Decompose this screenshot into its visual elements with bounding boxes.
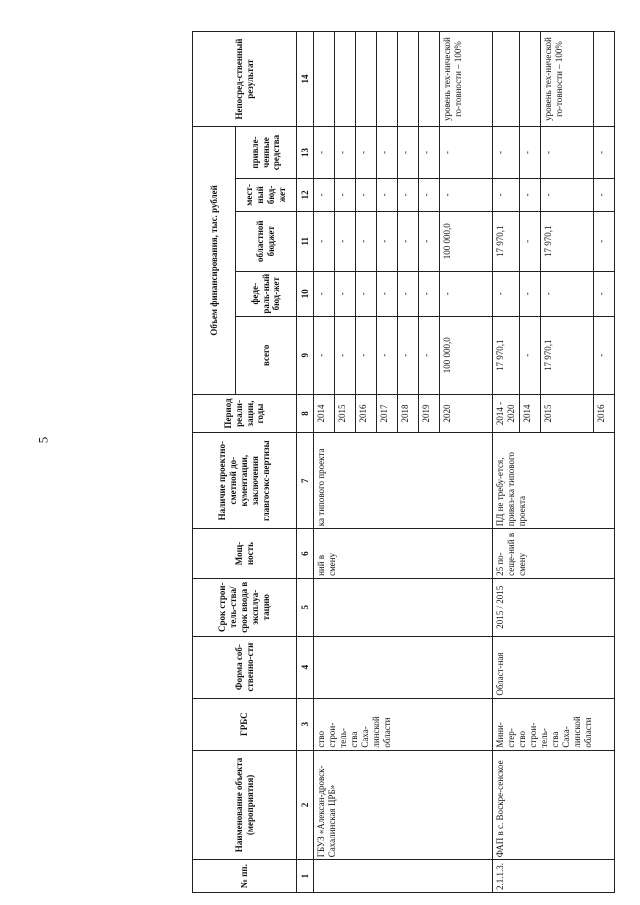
header-capacity: Мощ-ность — [193, 529, 297, 579]
amount-attracted: - — [419, 127, 440, 179]
capacity-cell: ний в смену — [314, 529, 493, 579]
amount-attracted: - — [314, 127, 335, 179]
ownership-cell — [314, 636, 493, 698]
amount-regional: - — [335, 211, 356, 271]
object-name: ГБУЗ «Алексан-дровск-Сахалинская ЦРБ» — [314, 750, 493, 860]
column-number: 2 — [297, 750, 314, 860]
amount-regional: - — [519, 211, 540, 271]
period-year: 2014 — [314, 394, 335, 432]
column-number: 4 — [297, 636, 314, 698]
amount-local: - — [335, 178, 356, 211]
amount-attracted: - — [335, 127, 356, 179]
amount-total: - — [519, 316, 540, 394]
amount-regional: 17 970,1 — [493, 211, 520, 271]
expertise-cell: ПД не требу-ется, привяз-ка типового проекта — [493, 433, 615, 529]
header-federal: феде-раль-ный бюд-жет — [236, 271, 297, 316]
term-cell: 2015 / 2015 — [493, 578, 615, 636]
header-local: мест-ный бюд-жет — [236, 178, 297, 211]
direct-result: уровень тех-нической го-товности – 100% — [540, 32, 593, 127]
amount-total: - — [377, 316, 398, 394]
amount-total: - — [593, 316, 614, 394]
column-number: 14 — [297, 32, 314, 127]
amount-total: - — [398, 316, 419, 394]
amount-local: - — [493, 178, 520, 211]
period-year: 2017 — [377, 394, 398, 432]
period-year: 2015 — [335, 394, 356, 432]
period-year: 2019 — [419, 394, 440, 432]
column-number: 8 — [297, 394, 314, 432]
header-financing: Объем финансирования, тыс. рублей — [193, 127, 236, 395]
period-year: 2014 — [519, 394, 540, 432]
header-no: № пп. — [193, 860, 297, 893]
header-ownership: Форма соб-ственно-сти — [193, 636, 297, 698]
amount-attracted: - — [398, 127, 419, 179]
header-attracted: привле-ченные средства — [236, 127, 297, 179]
amount-attracted: - — [593, 127, 614, 179]
header-total: всего — [236, 316, 297, 394]
amount-regional: - — [314, 211, 335, 271]
page-number: 5 — [35, 436, 51, 444]
ownership-cell: Област-ная — [493, 636, 615, 698]
object-name: ФАП в с. Воскре-сенское — [493, 750, 615, 860]
amount-local: - — [398, 178, 419, 211]
amount-attracted: - — [356, 127, 377, 179]
header-name: Наименование объекта (мероприятия) — [193, 750, 297, 860]
header-grbs: ГРБС — [193, 698, 297, 750]
amount-federal: - — [377, 271, 398, 316]
column-number: 9 — [297, 316, 314, 394]
amount-regional: 100 000,0 — [440, 211, 493, 271]
direct-result — [419, 32, 440, 127]
column-number: 13 — [297, 127, 314, 179]
amount-federal: - — [440, 271, 493, 316]
direct-result — [356, 32, 377, 127]
grbs-cell: ство строи- тель- ства Саха- линской области — [314, 698, 493, 750]
expertise-cell: ка типового проекта — [314, 433, 493, 529]
amount-total: - — [356, 316, 377, 394]
period-year: 2016 — [356, 394, 377, 432]
amount-federal: - — [314, 271, 335, 316]
table-row — [314, 32, 335, 893]
amount-federal: - — [519, 271, 540, 316]
column-number: 12 — [297, 178, 314, 211]
item-number — [314, 860, 493, 893]
direct-result — [398, 32, 419, 127]
direct-result — [335, 32, 356, 127]
term-cell — [314, 578, 493, 636]
direct-result: уровень тех-нической го-товности – 100% — [440, 32, 493, 127]
direct-result — [493, 32, 520, 127]
amount-total: 17 970,1 — [493, 316, 520, 394]
period-year: 2020 — [440, 394, 493, 432]
amount-regional: - — [419, 211, 440, 271]
amount-attracted: - — [377, 127, 398, 179]
amount-attracted: - — [440, 127, 493, 179]
column-number-row — [297, 32, 314, 893]
amount-attracted: - — [540, 127, 593, 179]
amount-local: - — [377, 178, 398, 211]
rotated-page — [192, 31, 632, 893]
amount-total: 17 970,1 — [540, 316, 593, 394]
amount-total: 100 000,0 — [440, 316, 493, 394]
amount-local: - — [356, 178, 377, 211]
header-result: Непосред-ственный результат — [193, 32, 297, 127]
amount-total: - — [419, 316, 440, 394]
amount-regional: 17 970,1 — [540, 211, 593, 271]
amount-local: - — [519, 178, 540, 211]
column-number: 3 — [297, 698, 314, 750]
amount-regional: - — [377, 211, 398, 271]
amount-federal: - — [356, 271, 377, 316]
amount-regional: - — [593, 211, 614, 271]
period-year: 2015 — [540, 394, 593, 432]
period-year: 2018 — [398, 394, 419, 432]
header-regional: областной бюджет — [236, 211, 297, 271]
amount-local: - — [314, 178, 335, 211]
amount-total: - — [314, 316, 335, 394]
header-period: Период реали-зации, годы — [193, 394, 297, 432]
amount-regional: - — [356, 211, 377, 271]
amount-federal: - — [398, 271, 419, 316]
amount-federal: - — [335, 271, 356, 316]
amount-federal: - — [493, 271, 520, 316]
amount-local: - — [593, 178, 614, 211]
header-term: Срок строи-тель-ства/срок ввода в эксплуа-тацию — [193, 578, 297, 636]
table-body — [314, 32, 615, 893]
amount-total: - — [335, 316, 356, 394]
financing-table — [192, 31, 615, 893]
header-expertise: Наличие проектно-сметной до-кументации, заключения главгосэкс-пертизы — [193, 433, 297, 529]
column-number: 11 — [297, 211, 314, 271]
amount-regional: - — [398, 211, 419, 271]
amount-federal: - — [419, 271, 440, 316]
table-row — [493, 32, 520, 893]
period-year: 2016 — [593, 394, 614, 432]
direct-result — [593, 32, 614, 127]
amount-local: - — [419, 178, 440, 211]
amount-attracted: - — [519, 127, 540, 179]
column-number: 5 — [297, 578, 314, 636]
column-number: 6 — [297, 529, 314, 579]
amount-federal: - — [540, 271, 593, 316]
capacity-cell: 25 по-сеще-ний в смену — [493, 529, 615, 579]
direct-result — [314, 32, 335, 127]
grbs-cell: Мини- стер- ство строи- тель- ства Саха- линской области — [493, 698, 615, 750]
direct-result — [519, 32, 540, 127]
column-number: 10 — [297, 271, 314, 316]
amount-local: - — [440, 178, 493, 211]
amount-federal: - — [593, 271, 614, 316]
amount-local: - — [540, 178, 593, 211]
column-number: 1 — [297, 860, 314, 893]
item-number: 2.1.1.3. — [493, 860, 615, 893]
period-year: 2014 - 2020 — [493, 394, 520, 432]
column-number: 7 — [297, 433, 314, 529]
amount-attracted: - — [493, 127, 520, 179]
direct-result — [377, 32, 398, 127]
